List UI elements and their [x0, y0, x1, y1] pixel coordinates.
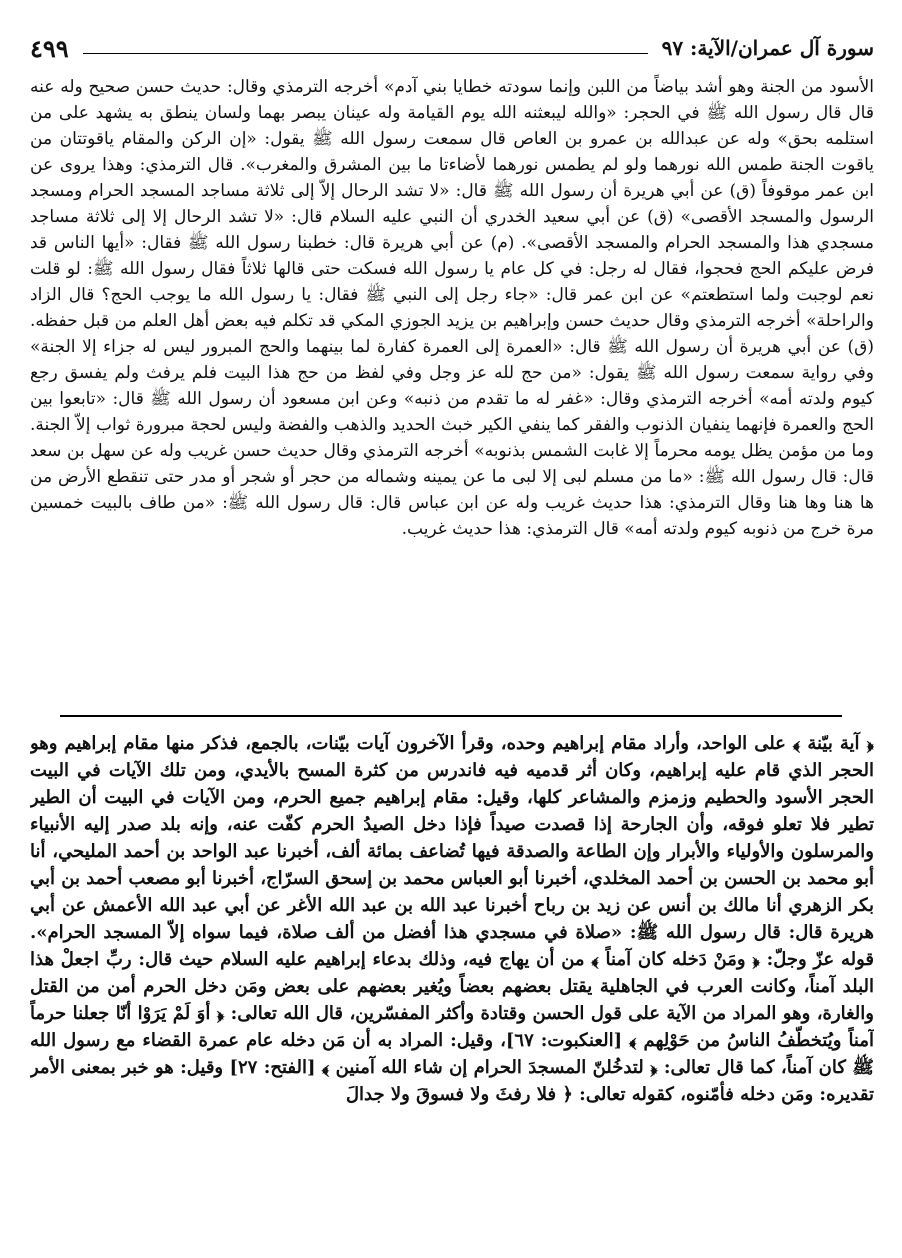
main-text: الأسود من الجنة وهو أشد بياضاً من اللبن وإنما سودته خطايا بني آدم» أخرجه الترمذي وقال: حديث حسن صحيح وله عنه قال قال رسول الله ﷺ في الحجر: «والله ليبعثنه الله يوم القيامة وله عينان يبصر بهما ولسان ينطق به يشهد على من استلمه بحق» وله عن عبدالله بن عمرو بن العاص قال سمعت رسول الله ﷺ يقول: «إن الركن والمقام ياقوتتان من ياقوت الجنة طمس الله نورهما ولو لم يطمس نورهما لأضاءتا ما بين المشرق والمغرب». قال الترمذي: وهذا يروى عن ابن عمر موقوفاً (ق) عن أبي هريرة أن رسول الله ﷺ قال: «لا تشد الرحال إلاّ إلى ثلاثة مساجد المسجد الحرام ومسجد الرسول والمسجد الأقصى» (ق) عن أبي سعيد الخدري أن النبي عليه السلام قال: «لا تشد الرحال إلا إلى ثلاثة مساجد مسجدي هذا والمسجد الحرام والمسجد الأقصى». (م) عن أبي هريرة قال: خطبنا رسول الله ﷺ فقال: «أيها الناس قد فرض عليكم الحج فحجوا، فقال له رجل: في كل عام يا رسول الله فسكت حتى قالها ثلاثاً فقال رسول الله ﷺ: لو قلت نعم لوجبت ولما استطعتم» عن ابن عمر قال: «جاء رجل إلى النبي ﷺ فقال: يا رسول الله ما يوجب الحج؟ قال الزاد والراحلة» أخرجه الترمذي وقال حديث حسن وإبراهيم بن يزيد الجوزي المكي قد تكلم فيه بعض أهل العلم من قبل حفظه. (ق) عن أبي هريرة أن رسول الله ﷺ قال: «العمرة إلى العمرة كفارة لما بينهما والحج المبرور ليس له جزاء إلا الجنة» وفي رواية سمعت رسول الله ﷺ يقول: «من حج لله عز وجل وفي لفظ من حج هذا البيت فلم يرفث ولم يفسق رجع كيوم ولدته أمه» أخرجه الترمذي وقال: «غفر له ما تقدم من ذنبه» وعن ابن مسعود أن رسول الله ﷺ قال: «تابعوا بين الحج والعمرة فإنهما ينفيان الذنوب والفقر كما ينفي الكير خبث الحديد والذهب والفضة وليس لحجة مبرورة ثواب إلاّ الجنة. وما من مؤمن يظل يومه محرماً إلا غابت الشمس بذنوبه» أخرجه الترمذي وقال حديث حسن غريب وله عن سهل بن سعد قال: قال رسول الله ﷺ: «ما من مسلم لبى إلا لبى ما عن يمينه وشماله من حجر أو شجر أو مدر حتى تنقطع الأرض من ها هنا وها هنا وقال الترمذي: هذا حديث غريب وله عن ابن عباس قال: قال رسول الله ﷺ: «من طاف بالبيت خمسين مرة خرج من ذنوبه كيوم ولدته أمه» قال الترمذي: هذا حديث غريب.	[30, 77, 874, 539]
surah-verse-title: سورة آل عمران/الآية: ٩٧	[661, 36, 874, 60]
page-header	[30, 30, 874, 66]
footnote-separator	[60, 715, 842, 717]
header-rule	[83, 53, 648, 54]
footnote-text: ﴿ آية بيّنة ﴾ على الواحد، وأراد مقام إبراهيم وحده، وقرأ الآخرون آيات بيّنات، بالجمع، فذكر منها مقام إبراهيم وهو الحجر الذي قام عليه إبراهيم، وكان أثر قدميه فيه فاندرس من كثرة المسح بالأيدي، ومن تلك الآيات في البيت الحجر الأسود والحطيم وزمزم والمشاعر كلها، وقيل: مقام إبراهيم جميع الحرم، ومن الآيات في البيت أن الطير تطير فلا تعلو فوقه، وأن الجارحة إذا قصدت صيداً فإذا دخل الصيدُ الحرم كفّت عنه، وإنه بلد صدر إليه الأنبياء والمرسلون والأولياء والأبرار وإن الطاعة والصدقة فيها تُضاعف بمائة ألف، أخبرنا عبد الواحد بن أحمد المليحي، أنا أبو محمد بن الحسن بن أحمد المخلدي، أخبرنا أبو العباس محمد بن إسحق السرّاج، أخبرنا أبو مصعب أحمد بن أبي بكر الزهري أنا مالك بن أنس عن زيد بن رباح أخبرنا عبد الله بن عبد الله الأغر عن أبي عبد الله الأعمش عن أبي هريرة قال: قال رسول الله ﷺ: «صلاة في مسجدي هذا أفضل من ألف صلاة، فيما سواه إلاّ المسجد الحرام». قوله عزّ وجلّ: ﴿ ومَنْ دَخله كان آمناً ﴾ من أن يهاج فيه، وذلك بدعاء إبراهيم عليه السلام حيث قال: ربِّ اجعلْ هذا البلد آمناً، وكانت العرب في الجاهلية يقتل بعضهم بعضاً ويُغير بعضهم على بعض ومَن دخل الحرم أمن من القتل والغارة، وهو المراد من الآية على قول الحسن وقتادة وأكثر المفسّرين، قال الله تعالى: ﴿ أوَ لَمْ يَرَوْا أنّا جعلنا حرماً آمناً ويُتخطّفُ الناسُ من حَوْلِهم ﴾ [العنكبوت: ٦٧]، وقيل: المراد به أن مَن دخله عام عمرة القضاء مع رسول الله ﷺ كان آمناً، كما قال تعالى: ﴿ لتدخُلنّ المسجدَ الحرام إن شاء الله آمنين ﴾ [الفتح: ٢٧] وقيل: هو خبر بمعنى الأمر تقديره: ومَن دخله فأمّنوه، كقوله تعالى: ﴿ فلا رفثَ ولا فسوقَ ولا جدالَ	[30, 733, 874, 1105]
page-number: ٤٩٩	[30, 33, 69, 63]
